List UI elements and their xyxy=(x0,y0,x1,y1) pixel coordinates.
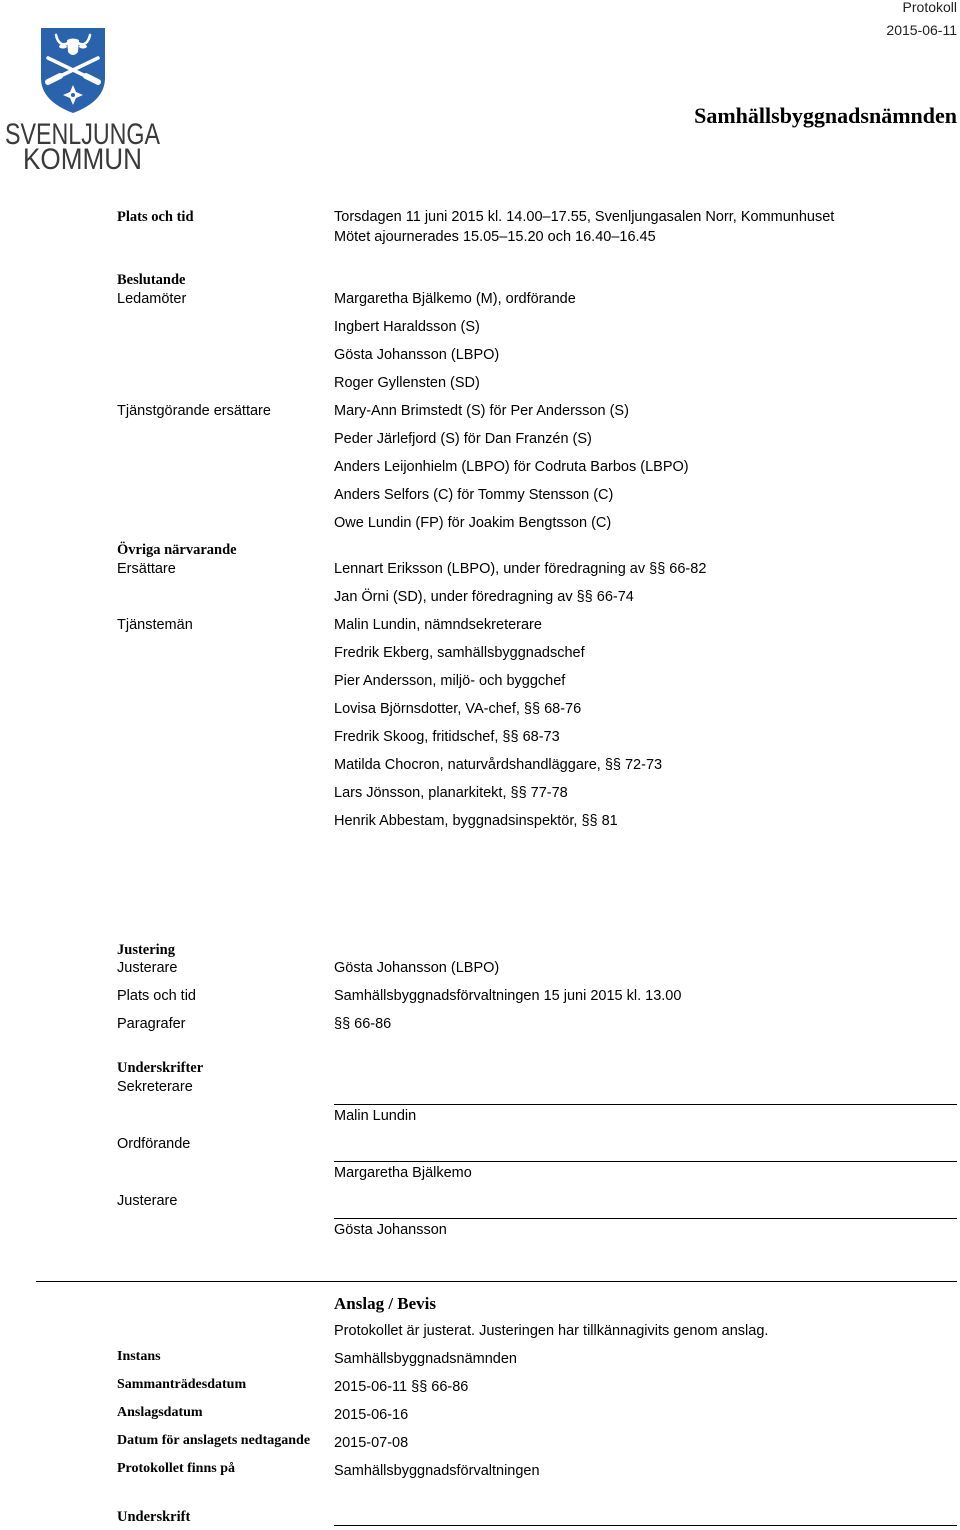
anslag-row-value: Samhällsbyggnadsnämnden xyxy=(334,1351,517,1367)
anslag-row-label: Sammanträdesdatum xyxy=(117,1377,247,1392)
ersattare-item: Peder Järlefjord (S) för Dan Franzén (S) xyxy=(334,431,592,447)
justering-row-label: Justerare xyxy=(117,960,178,976)
anslag-row-value: 2015-07-08 xyxy=(334,1435,409,1451)
municipality-logo xyxy=(0,0,170,175)
justering-row-label: Plats och tid xyxy=(117,988,196,1004)
anslag-row-label: Protokollet finns på xyxy=(117,1461,235,1476)
ovriga-ersattare-label: Ersättare xyxy=(117,561,176,577)
anslag-row-label: Instans xyxy=(117,1349,161,1364)
meeting-place-time xyxy=(334,207,834,247)
tjansteman-item: Matilda Chocron, naturvårdshandläggare, §§ 72-73 xyxy=(334,757,663,773)
logo-text-line2: KOMMUN xyxy=(23,143,142,176)
justering-row-value: §§ 66-86 xyxy=(334,1016,392,1032)
tjansteman-item: Malin Lundin, nämndsekreterare xyxy=(334,617,542,633)
section-heading-beslutande: Beslutande xyxy=(117,272,186,288)
ovriga-ersattare-list xyxy=(334,555,706,611)
anslag-row xyxy=(117,1457,957,1485)
ledamot-item: Ingbert Haraldsson (S) xyxy=(334,319,480,335)
ovriga-ersattare-item: Jan Örni (SD), under föredragning av §§ 66-74 xyxy=(334,589,634,605)
coat-of-arms-icon xyxy=(41,28,105,113)
ledamoter-label: Ledamöter xyxy=(117,291,187,307)
anslag-heading: Anslag / Bevis xyxy=(334,1294,437,1313)
signature-line xyxy=(334,1218,957,1219)
justering-row-value: Samhällsbyggnadsförvaltningen 15 juni 2015 kl. 13.00 xyxy=(334,988,682,1004)
justering-table xyxy=(117,954,957,1038)
tjansteman-item: Lovisa Björnsdotter, VA-chef, §§ 68-76 xyxy=(334,701,582,717)
ersattare-item: Anders Selfors (C) för Tommy Stensson (C) xyxy=(334,487,614,503)
tjanstgorande-ersattare-list xyxy=(334,397,689,537)
justering-row xyxy=(117,954,957,982)
justering-row-label: Paragrafer xyxy=(117,1016,186,1032)
underskrift-line xyxy=(334,1525,957,1526)
tjanstemen-label: Tjänstemän xyxy=(117,617,193,633)
signature-role: Sekreterare xyxy=(117,1079,193,1095)
signature-role: Ordförande xyxy=(117,1136,191,1152)
tjansteman-item: Lars Jönsson, planarkitekt, §§ 77-78 xyxy=(334,785,568,801)
document-type: Protokoll xyxy=(902,0,957,15)
tjansteman-item: Fredrik Skoog, fritidschef, §§ 68-73 xyxy=(334,729,560,745)
tjansteman-item: Fredrik Ekberg, samhällsbyggnadschef xyxy=(334,645,585,661)
anslag-row xyxy=(117,1373,957,1401)
ledamot-item: Gösta Johansson (LBPO) xyxy=(334,347,500,363)
ersattare-item: Owe Lundin (FP) för Joakim Bengtsson (C) xyxy=(334,515,612,531)
anslag-row-label: Datum för anslagets nedtagande xyxy=(117,1433,311,1448)
anslag-row xyxy=(117,1401,957,1429)
meeting-place-time-label: Plats och tid xyxy=(117,209,194,225)
document-date: 2015-06-11 xyxy=(886,22,957,38)
anslag-statement: Protokollet är justerat. Justeringen har tillkännagivits genom anslag. xyxy=(334,1323,769,1339)
section-divider xyxy=(36,1281,957,1282)
anslag-row xyxy=(117,1429,957,1457)
signature-row xyxy=(117,1192,957,1249)
section-heading-ovriga: Övriga närvarande xyxy=(117,542,237,558)
tjanstemen-list xyxy=(334,611,662,835)
ledamot-item: Roger Gyllensten (SD) xyxy=(334,375,480,391)
signature-name: Gösta Johansson xyxy=(334,1222,447,1238)
section-heading-justering: Justering xyxy=(117,942,175,958)
justering-row xyxy=(117,982,957,1010)
tjansteman-item: Pier Andersson, miljö- och byggchef xyxy=(334,673,566,689)
anslag-row-value: 2015-06-16 xyxy=(334,1407,409,1423)
section-heading-underskrifter: Underskrifter xyxy=(117,1060,204,1076)
anslag-row-value: Samhällsbyggnadsförvaltningen xyxy=(334,1463,540,1479)
tjansteman-item: Henrik Abbestam, byggnadsinspektör, §§ 81 xyxy=(334,813,618,829)
meeting-line: Torsdagen 11 juni 2015 kl. 14.00–17.55, Svenljungasalen Norr, Kommunhuset xyxy=(334,209,835,225)
ledamot-item: Margaretha Bjälkemo (M), ordförande xyxy=(334,291,576,307)
signature-line xyxy=(334,1104,957,1105)
signature-name: Malin Lundin xyxy=(334,1108,417,1124)
signature-role: Justerare xyxy=(117,1193,178,1209)
logo-text-line1: SVENLJUNGA xyxy=(5,118,160,151)
meeting-line: Mötet ajournerades 15.05–15.20 och 16.40–16.45 xyxy=(334,229,656,245)
signature-line xyxy=(334,1161,957,1162)
anslag-row-value: 2015-06-11 §§ 66-86 xyxy=(334,1379,469,1395)
anslag-row xyxy=(117,1345,957,1373)
ledamoter-list xyxy=(334,285,576,397)
anslag-table xyxy=(117,1345,957,1485)
committee-title: Samhällsbyggnadsnämnden xyxy=(694,103,957,128)
ersattare-item: Anders Leijonhielm (LBPO) för Codruta Barbos (LBPO) xyxy=(334,459,689,475)
signature-row xyxy=(117,1078,957,1135)
justering-row-value: Gösta Johansson (LBPO) xyxy=(334,960,500,976)
signature-name: Margaretha Bjälkemo xyxy=(334,1165,472,1181)
signature-row xyxy=(117,1135,957,1192)
justering-row xyxy=(117,1010,957,1038)
signature-block xyxy=(117,1078,957,1249)
underskrift-label: Underskrift xyxy=(117,1509,191,1525)
tjanstgorande-ersattare-label: Tjänstgörande ersättare xyxy=(117,403,271,419)
anslag-row-label: Anslagsdatum xyxy=(117,1405,203,1420)
ovriga-ersattare-item: Lennart Eriksson (LBPO), under föredragning av §§ 66-82 xyxy=(334,561,707,577)
ersattare-item: Mary-Ann Brimstedt (S) för Per Andersson (S) xyxy=(334,403,629,419)
